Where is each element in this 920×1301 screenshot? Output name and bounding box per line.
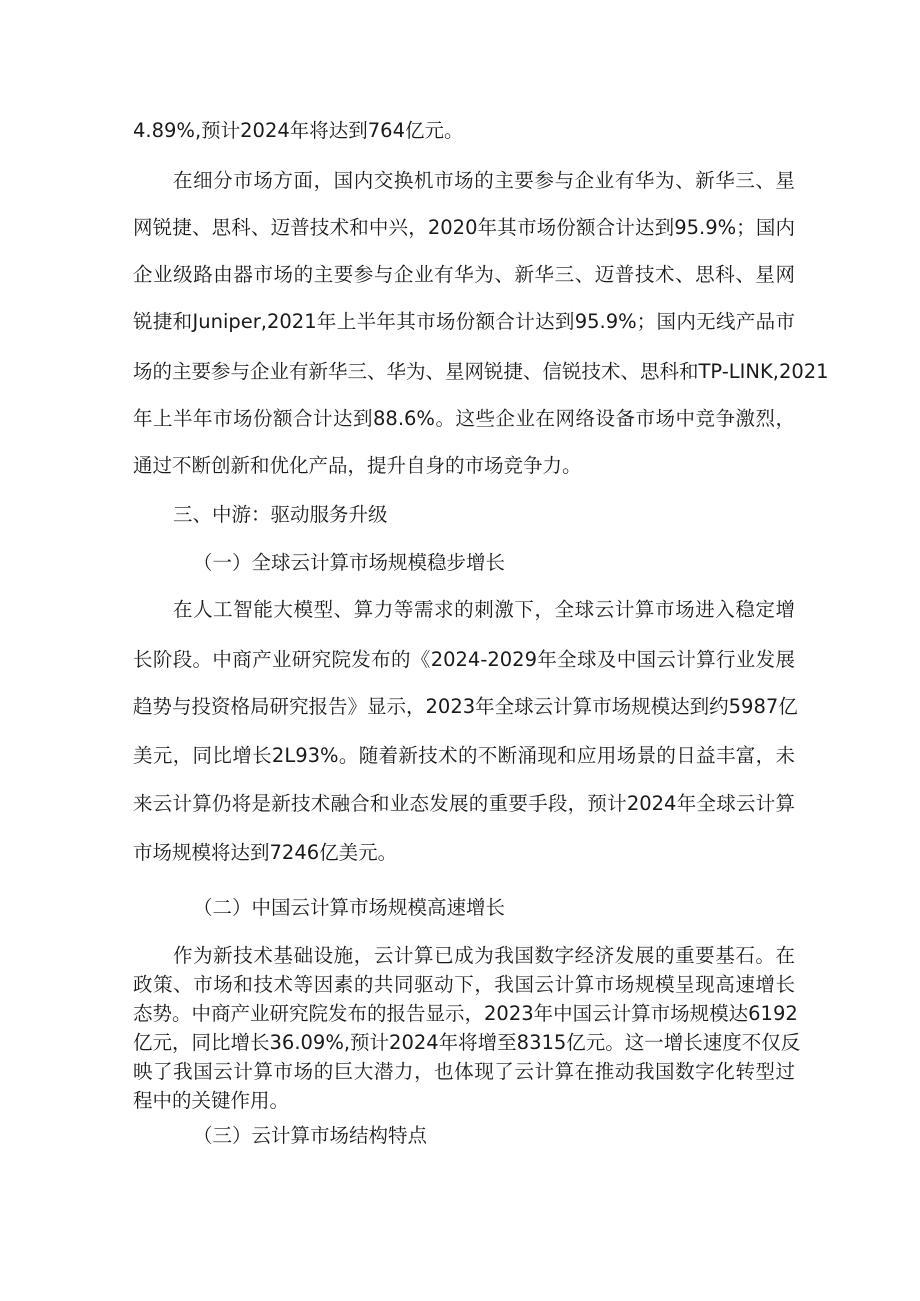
subsection-heading: （三）云计算市场结构特点 — [193, 1124, 428, 1147]
text-line: 场的主要参与企业有新华三、华为、星网锐捷、信锐技术、思科和TP-LINK,2021 — [133, 360, 829, 383]
text-line: 在细分市场方面，国内交换机市场的主要参与企业有华为、新华三、星 — [173, 169, 795, 192]
section-heading: 三、中游：驱动服务升级 — [173, 503, 388, 526]
text-line: 通过不断创新和优化产品，提升自身的市场竞争力。 — [133, 454, 582, 477]
text-line: 亿元，同比增长36.09%,预计2024年将增至8315亿元。这一增长速度不仅反 — [133, 1031, 801, 1054]
text-line: 在人工智能大模型、算力等需求的刺激下，全球云计算市场进入稳定增 — [173, 598, 795, 621]
text-line: 态势。中商产业研究院发布的报告显示，2023年中国云计算市场规模达6192 — [133, 1002, 798, 1025]
text-line: 长阶段。中商产业研究院发布的《2024-2029年全球及中国云计算行业发展 — [133, 648, 795, 671]
text-line: 市场规模将达到7246亿美元。 — [133, 841, 398, 864]
text-line: 美元，同比增长2L93%。随着新技术的不断涌现和应用场景的日益丰富，未 — [133, 744, 795, 767]
text-line: 锐捷和Juniper,2021年上半年其市场份额合计达到95.9%；国内无线产品市 — [133, 310, 795, 333]
text-line: 4.89%,预计2024年将达到764亿元。 — [133, 119, 464, 142]
text-line: 网锐捷、思科、迈普技术和中兴，2020年其市场份额合计达到95.9%；国内 — [133, 216, 795, 239]
text-line: 作为新技术基础设施，云计算已成为我国数字经济发展的重要基石。在 — [173, 944, 795, 967]
text-line: 程中的关键作用。 — [133, 1089, 290, 1112]
text-line: 企业级路由器市场的主要参与企业有华为、新华三、迈普技术、思科、星网 — [133, 263, 795, 286]
subsection-heading: （一）全球云计算市场规模稳步增长 — [193, 551, 506, 574]
text-line: 年上半年市场份额合计达到88.6%。这些企业在网络设备市场中竞争激烈， — [133, 407, 795, 430]
text-line: 趋势与投资格局研究报告》显示，2023年全球云计算市场规模达到约5987亿 — [133, 695, 798, 718]
text-line: 映了我国云计算市场的巨大潜力，也体现了云计算在推动我国数字化转型过 — [133, 1060, 795, 1083]
text-line: 政策、市场和技术等因素的共同驱动下，我国云计算市场规模呈现高速增长 — [133, 973, 795, 996]
subsection-heading: （二）中国云计算市场规模高速增长 — [193, 896, 506, 919]
text-line: 来云计算仍将是新技术融合和业态发展的重要手段，预计2024年全球云计算 — [133, 792, 795, 815]
